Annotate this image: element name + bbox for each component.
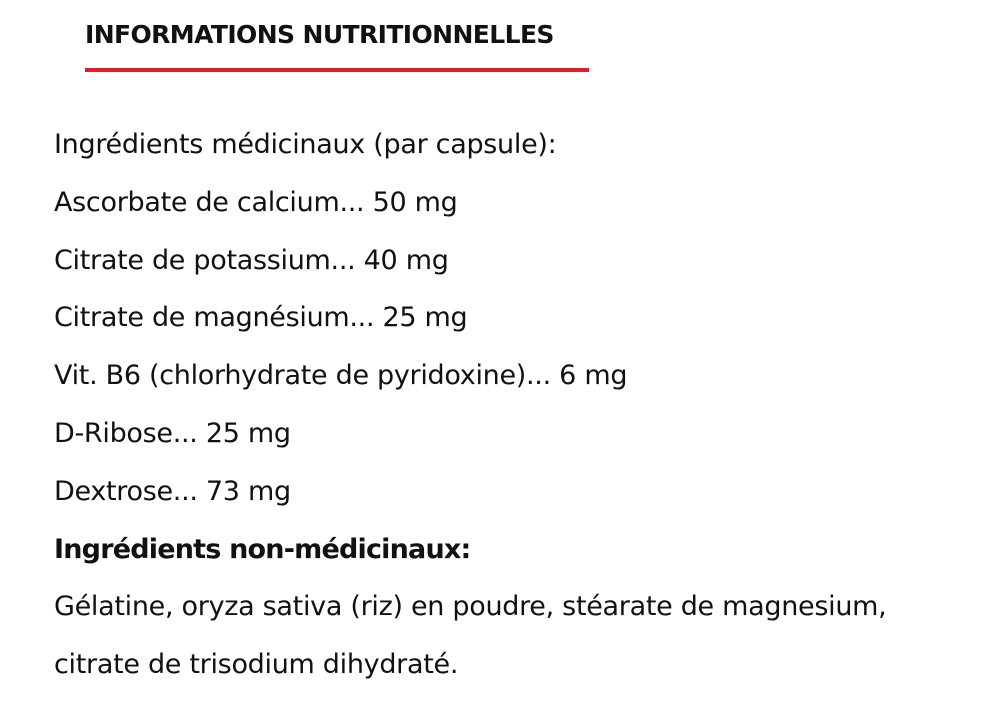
medicinal-ingredients-label: Ingrédients médicinaux (par capsule):	[54, 129, 557, 160]
ingredient-potassium-citrate: Citrate de potassium... 40 mg	[54, 244, 449, 276]
nutrition-content	[54, 116, 994, 694]
ingredient-d-ribose: D-Ribose... 25 mg	[54, 417, 291, 449]
ingredient-calcium-ascorbate: Ascorbate de calcium... 50 mg	[54, 186, 458, 218]
nutrition-heading-block	[85, 17, 589, 53]
page-title: INFORMATIONS NUTRITIONNELLES	[85, 20, 554, 49]
title-underline	[85, 68, 589, 72]
non-medicinal-ingredients-line-1: Gélatine, oryza sativa (riz) en poudre, stéarate de magnesium,	[54, 591, 887, 623]
non-medicinal-ingredients-label: Ingrédients non-médicinaux:	[54, 533, 471, 565]
ingredient-dextrose: Dextrose... 73 mg	[54, 475, 291, 507]
ingredient-magnesium-citrate: Citrate de magnésium... 25 mg	[54, 302, 468, 334]
non-medicinal-ingredients-line-2: citrate de trisodium dihydraté.	[54, 649, 459, 681]
ingredient-vitamin-b6: Vit. B6 (chlorhydrate de pyridoxine)... 6 mg	[54, 360, 628, 392]
